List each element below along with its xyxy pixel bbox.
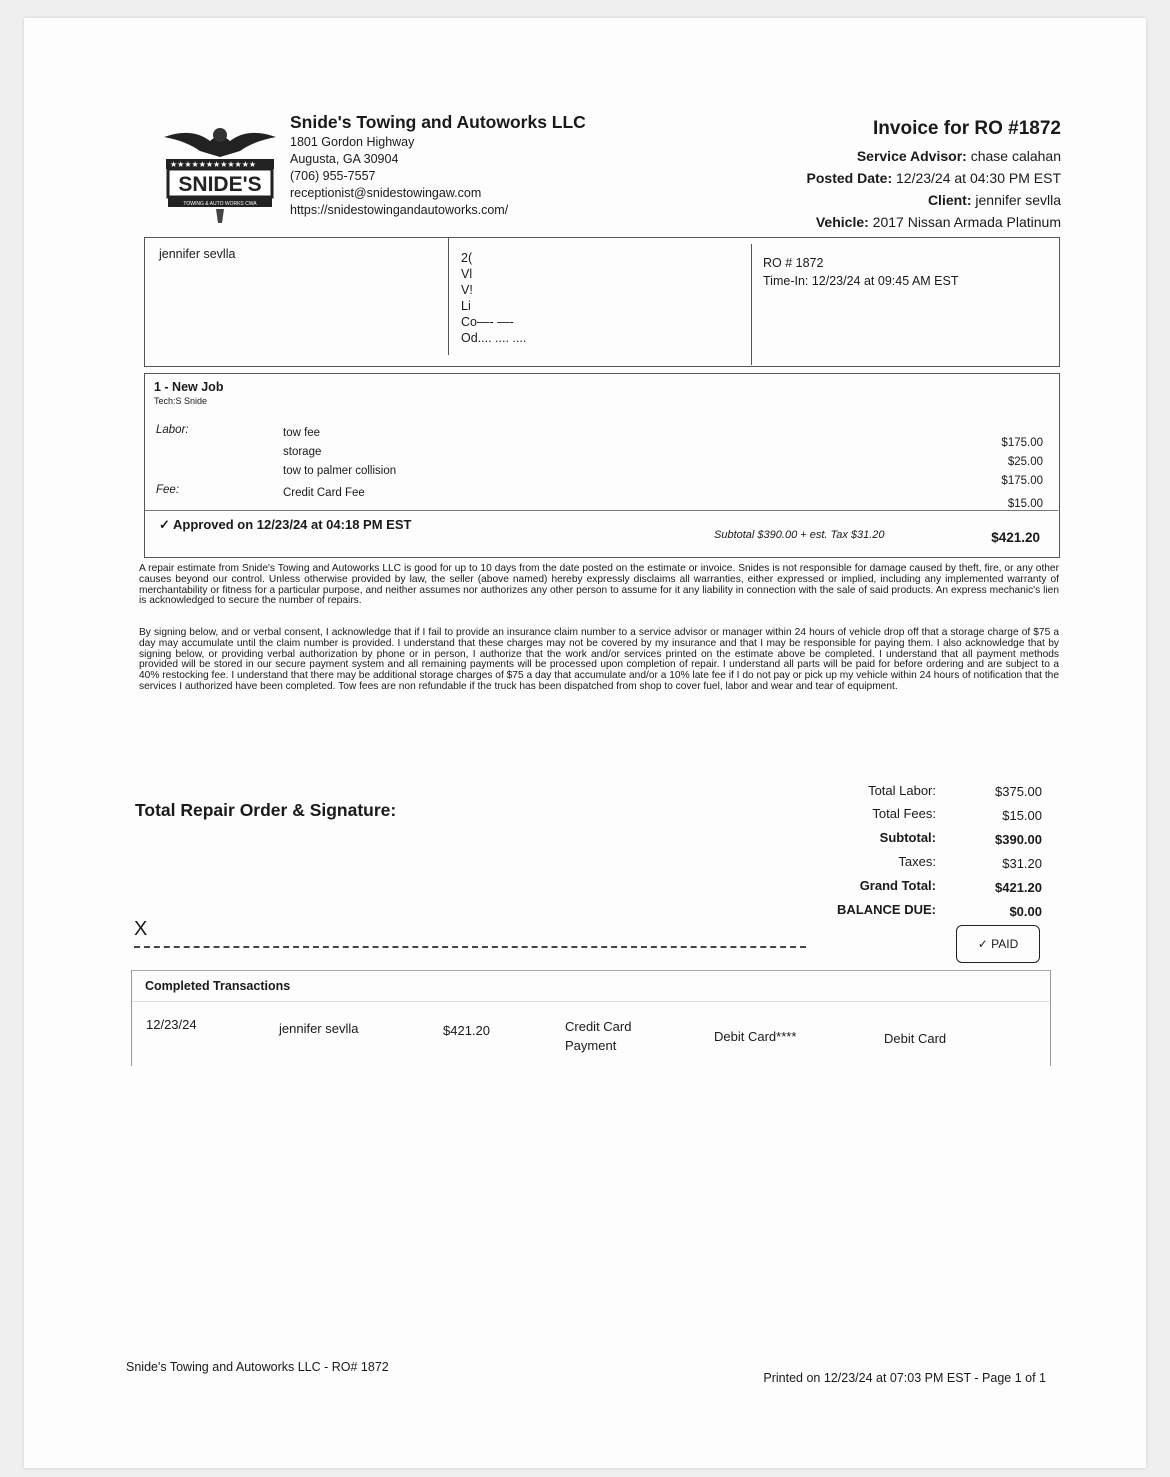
vehicle: Vehicle: 2017 Nissan Armada Platinum <box>815 214 1061 230</box>
grand-total-value: $421.20 <box>995 880 1042 895</box>
consent-paragraph: By signing below, and or verbal consent, I acknowledge that if I fail to provide an insurance claim number to a service advisor or manager within 24 hours of vehicle drop off that a storage charge of $75 a day may accumulate until the claim number is provided. I understand that these charges may not be covered by my insurance and that I may be responsible for paying them. I also acknowledge that by signing below, or providing verbal authorization by phone or in person, I authorize that the work and/or services printed on the estimate above be completed. I understand that all payment methods provided will be stored in our secure payment system and all remaining payments will be processed upon completion of repair. I understand all parts will be paid for before ordering and are subject to a 40% restocking fee. I understand that there may be additional storage charges of $75 a day that accumulate and/or a 10% late fee if I do not pay or pick up my vehicle within 24 hours of notification that the services I authorized have been completed. Tow fees are non refundable if the truck has been dispatched from shop to cover fuel, labor and wear and tear of equipment. <box>139 627 1059 692</box>
taxes-value: $31.20 <box>1002 856 1042 871</box>
line-price: $15.00 <box>1007 498 1043 510</box>
job-tech: Tech:S Snide <box>154 396 208 406</box>
disclaimer-paragraph: A repair estimate from Snide's Towing and Autoworks LLC is good for up to 10 days from the date posted on the estimate or invoice. Snides is not responsible for damage caused by theft, fire, or any other causes beyond our control. Unless otherwise provided by law, the seller (above named) hereby expressly disclaims all warranties, either expressed or implied, including any implemented warranty of merchantability or fitness for a particular purpose, and neither assumes nor authorizes any other person to assume for it any liability in connection with the sale of said products. An express mechanic's lien is acknowledged to secure the number of repairs. <box>139 563 1059 607</box>
line-price: $175.00 <box>1001 475 1043 487</box>
company-email: receptionist@snidestowingaw.com <box>290 186 482 200</box>
client: Client: jennifer sevlla <box>927 192 1061 208</box>
transactions-divider <box>132 1001 1049 1002</box>
svg-text:★★★★★★★★★★★★: ★★★★★★★★★★★★ <box>170 160 257 169</box>
company-address1: 1801 Gordon Highway <box>290 135 415 149</box>
line-price: $175.00 <box>1001 437 1043 449</box>
service-advisor: Service Advisor: chase calahan <box>856 148 1061 164</box>
transaction-type-line: Payment <box>565 1038 617 1053</box>
balance-due-value: $0.00 <box>1009 904 1042 919</box>
transaction-method: Debit Card**** <box>714 1029 797 1044</box>
customer-name: jennifer sevlla <box>159 247 236 261</box>
line-price: $25.00 <box>1007 456 1043 468</box>
transaction-amount: $421.20 <box>443 1023 490 1038</box>
vehicle-details <box>461 250 526 346</box>
total-fees-value: $15.00 <box>1002 808 1042 823</box>
invoice-title: Invoice for RO #1872 <box>873 118 1061 139</box>
transaction-date: 12/23/24 <box>146 1017 197 1032</box>
logo-subtext: TOWING & AUTO WORKS CWA <box>183 201 257 207</box>
subtotal-value: $390.00 <box>995 832 1042 847</box>
taxes-label: Taxes: <box>898 854 936 869</box>
time-in: Time-In: 12/23/24 at 09:45 AM EST <box>763 274 959 288</box>
transaction-type <box>565 1017 631 1055</box>
totals-heading: Total Repair Order & Signature: <box>135 800 397 820</box>
company-website: https://snidestowingandautoworks.com/ <box>290 203 509 217</box>
fee-label: Fee: <box>156 484 180 496</box>
transaction-name: jennifer sevlla <box>279 1021 359 1036</box>
job-title: 1 - New Job <box>154 380 224 394</box>
fee-item: Credit Card Fee <box>283 487 365 499</box>
grand-total-label: Grand Total: <box>859 878 936 893</box>
labor-label: Labor: <box>156 424 189 436</box>
labor-item: tow fee <box>283 427 321 439</box>
info-divider-1 <box>448 237 449 355</box>
paid-badge: ✓ PAID <box>956 925 1040 963</box>
approved-status: ✓ Approved on 12/23/24 at 04:18 PM EST <box>159 517 412 532</box>
posted-date: Posted Date: 12/23/24 at 04:30 PM EST <box>806 170 1061 186</box>
job-divider <box>145 510 1058 511</box>
job-total: $421.20 <box>991 530 1040 545</box>
transaction-card: Debit Card <box>884 1031 947 1046</box>
vehicle-line: 2( <box>461 251 473 265</box>
balance-due-label: BALANCE DUE: <box>837 902 936 917</box>
total-labor-value: $375.00 <box>995 784 1042 799</box>
vehicle-line: Co—- —- <box>461 315 514 329</box>
vehicle-line: V! <box>461 283 473 297</box>
signature-mark: X <box>134 918 148 940</box>
transaction-type-line: Credit Card <box>565 1019 632 1034</box>
footer-left: Snide's Towing and Autoworks LLC - RO# 1872 <box>126 1360 389 1374</box>
company-logo <box>164 123 276 233</box>
total-labor-label: Total Labor: <box>868 783 936 798</box>
labor-item: storage <box>283 446 322 458</box>
vehicle-line: Vl <box>461 267 473 281</box>
subtotal-label: Subtotal: <box>879 830 936 845</box>
company-phone: (706) 955-7557 <box>290 169 376 183</box>
transactions-heading: Completed Transactions <box>145 979 291 993</box>
ro-number: RO # 1872 <box>763 256 824 270</box>
info-divider-2 <box>751 244 752 365</box>
vehicle-line: Od.... .... .... <box>461 331 527 345</box>
invoice-page <box>24 18 1146 1468</box>
total-fees-label: Total Fees: <box>872 806 936 821</box>
subtotal-text: Subtotal $390.00 + est. Tax $31.20 <box>714 529 885 541</box>
footer-right: Printed on 12/23/24 at 07:03 PM EST - Page 1 of 1 <box>763 1371 1046 1385</box>
info-box <box>144 237 1060 367</box>
company-name: Snide's Towing and Autoworks LLC <box>290 112 586 132</box>
company-address2: Augusta, GA 30904 <box>290 152 399 166</box>
labor-item: tow to palmer collision <box>283 465 397 477</box>
logo-text: SNIDE'S <box>178 173 262 196</box>
signature-line[interactable] <box>134 946 806 948</box>
vehicle-line: Li <box>461 299 471 313</box>
